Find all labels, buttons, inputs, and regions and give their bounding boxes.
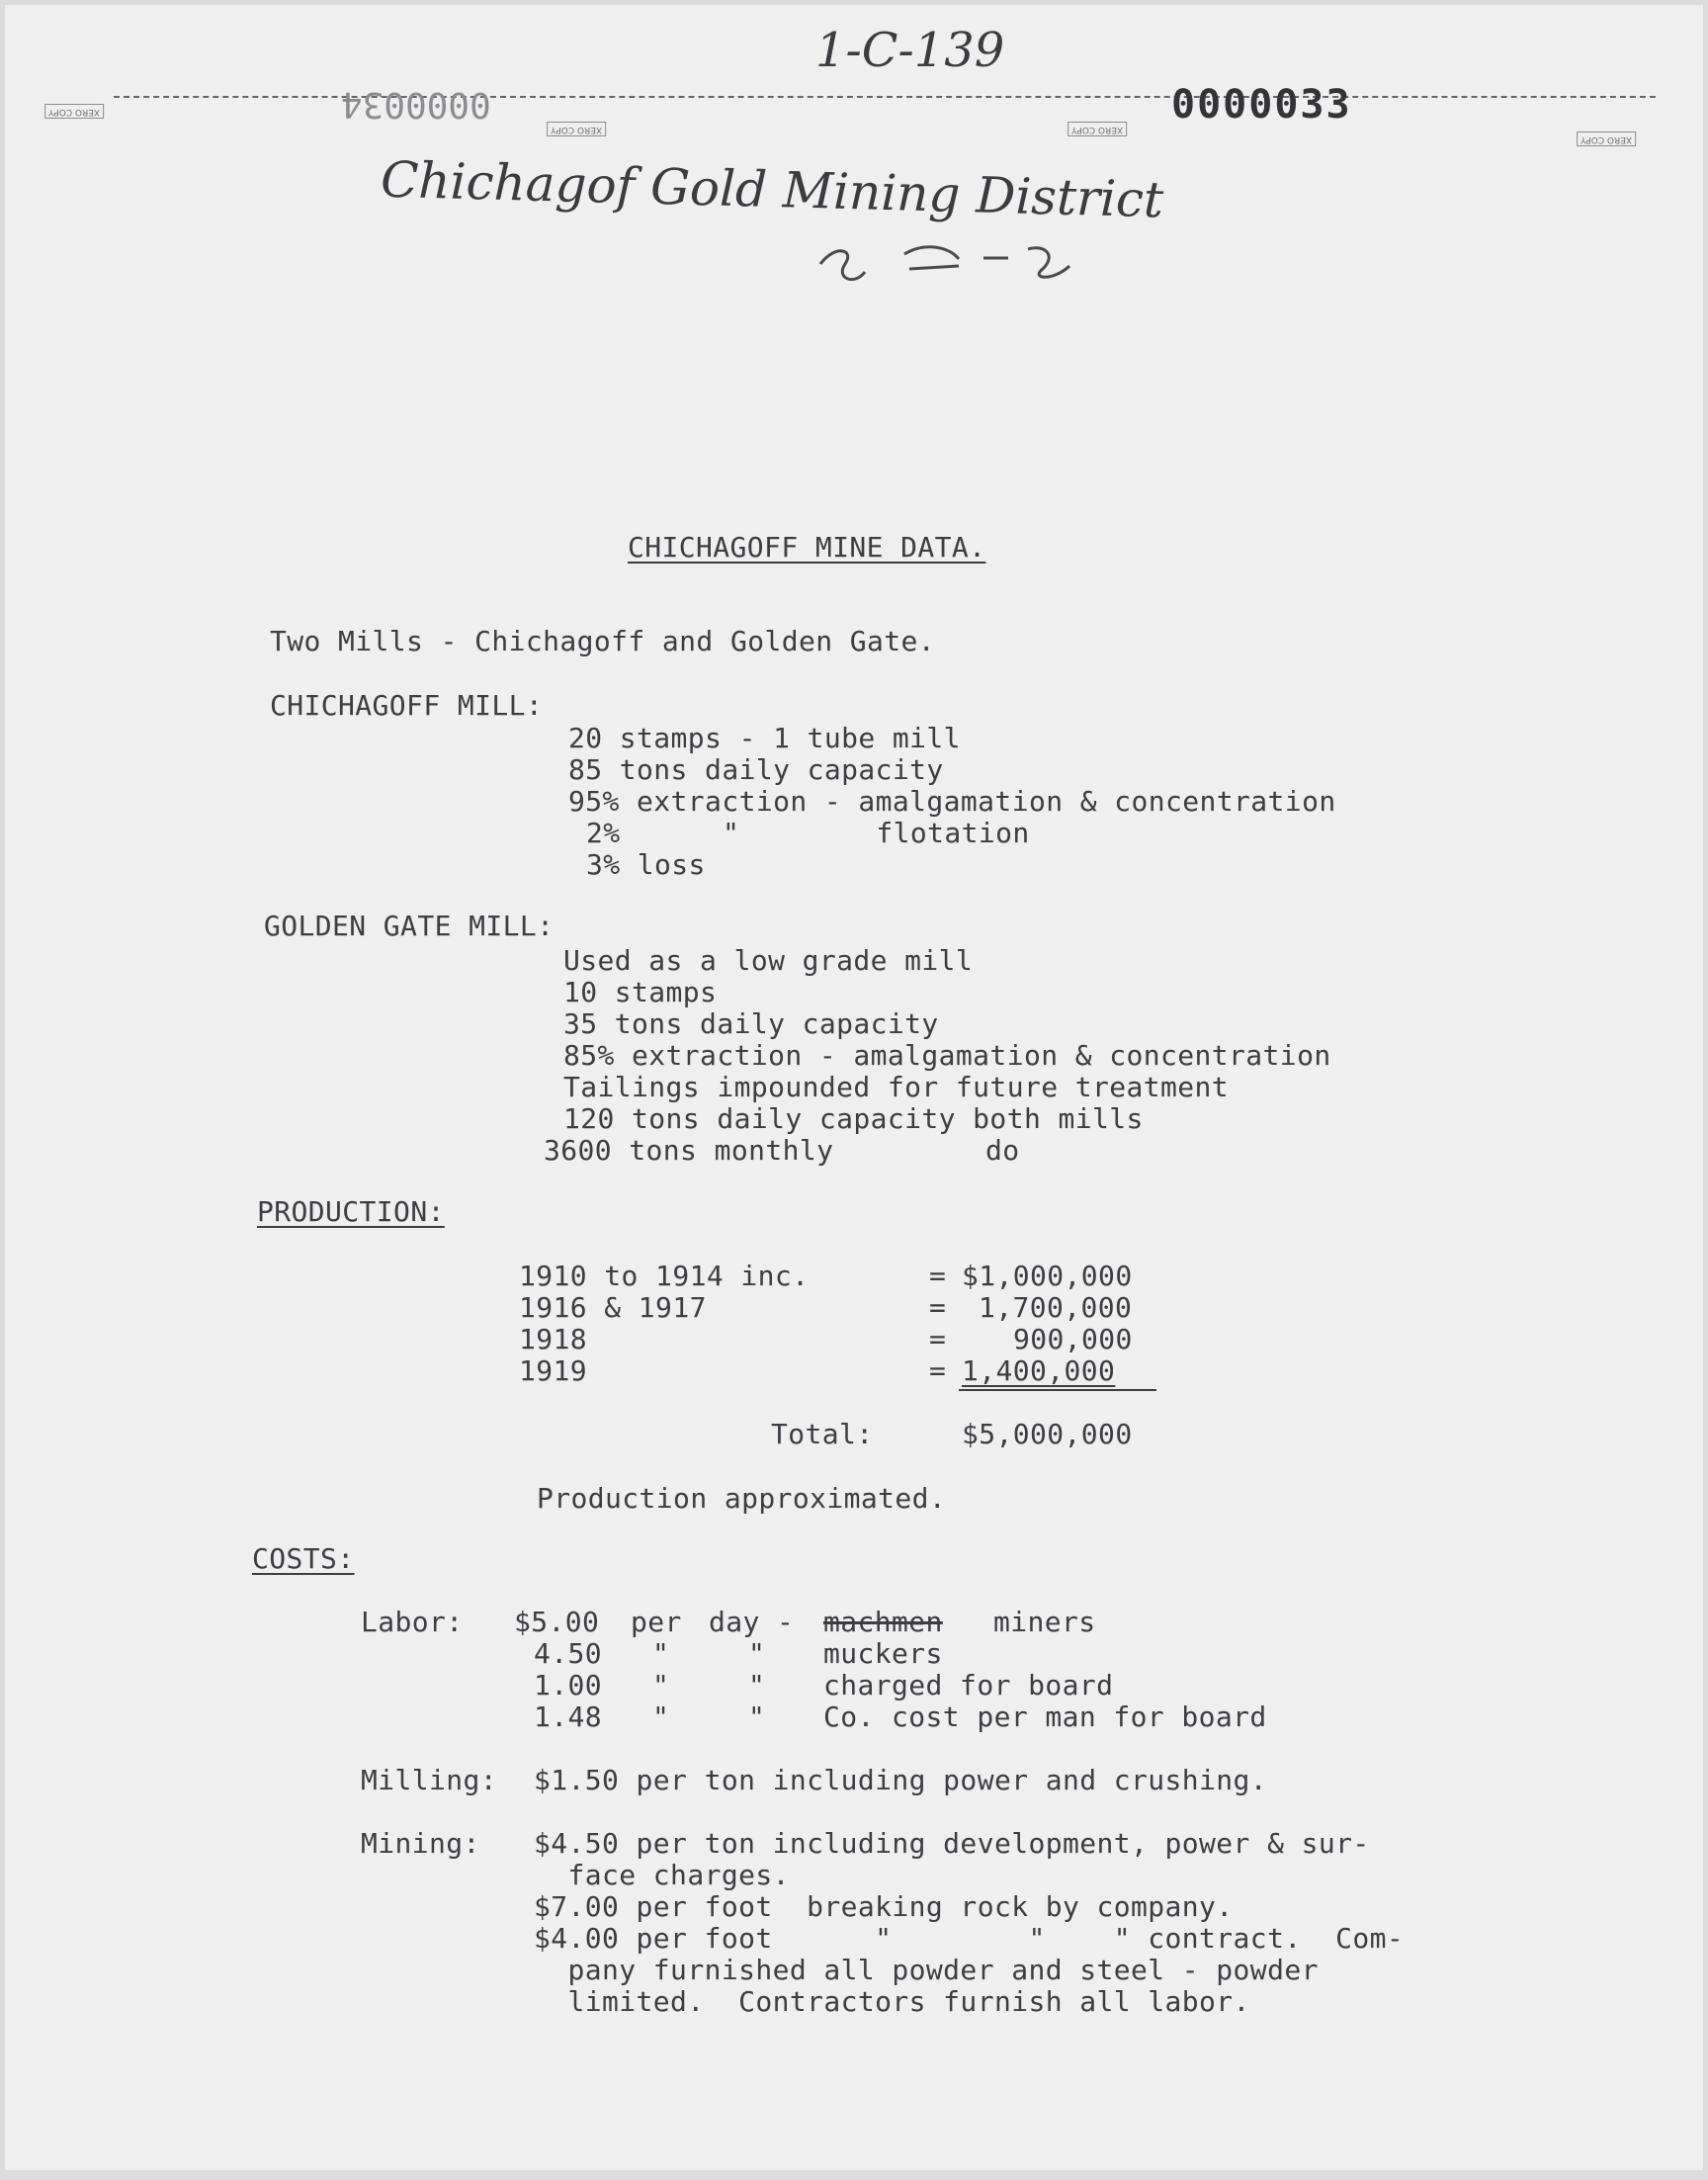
production-row-period-4: 1919 (519, 1354, 588, 1387)
chichagoff-mill-heading: CHICHAGOFF MILL: (270, 689, 544, 722)
labor-ditto1-1: per (631, 1606, 682, 1638)
costs-heading (252, 1542, 355, 1575)
costs-heading-text: COSTS: (252, 1542, 355, 1575)
chichagoff-line-3: 95% extraction - amalgamation & concentration (568, 785, 1336, 818)
production-sum-rule (959, 1389, 1156, 1391)
production-row-eq-1: = (929, 1260, 947, 1292)
golden-gate-mill-heading: GOLDEN GATE MILL: (264, 910, 555, 942)
chichagoff-line-1: 20 stamps - 1 tube mill (568, 722, 961, 754)
production-heading-text: PRODUCTION: (257, 1195, 445, 1228)
mining-line-6: limited. Contractors furnish all labor. (534, 1985, 1250, 2018)
mining-line-1: $4.50 per ton including development, power & sur- (534, 1827, 1370, 1860)
chichagoff-line-2: 85 tons daily capacity (568, 753, 944, 786)
labor-desc-2: muckers (823, 1637, 943, 1670)
scribble-mark (811, 224, 1127, 294)
production-row-amount-4 (962, 1354, 1116, 1387)
mining-label: Mining: (361, 1827, 480, 1860)
production-heading (257, 1195, 445, 1228)
labor-desc-1: miners (993, 1606, 1096, 1638)
labor-desc-4: Co. cost per man for board (823, 1700, 1267, 1733)
golden-gate-monthly: 3600 tons monthly (544, 1134, 834, 1167)
labor-desc-3: charged for board (823, 1669, 1114, 1701)
golden-gate-line-6: 120 tons daily capacity both mills (563, 1102, 1144, 1135)
copy-stamp-4: XERO COPY (1577, 131, 1636, 146)
golden-gate-line-2: 10 stamps (563, 976, 718, 1008)
labor-amount-2: 4.50 (534, 1637, 603, 1670)
chichagoff-line-5: 3% loss (586, 848, 706, 881)
labor-ditto2-2: " (748, 1637, 766, 1670)
milling-label: Milling: (361, 1764, 498, 1796)
production-note: Production approximated. (537, 1482, 947, 1515)
production-row-amount-2: 1,700,000 (979, 1291, 1133, 1324)
production-row-period-2: 1916 & 1917 (519, 1291, 707, 1324)
labor-ditto2-4: " (748, 1700, 766, 1733)
golden-gate-line-3: 35 tons daily capacity (563, 1007, 939, 1040)
production-row-eq-3: = (929, 1323, 947, 1355)
production-total-value: $5,000,000 (962, 1418, 1133, 1450)
labor-ditto1-4: " (652, 1700, 670, 1733)
golden-gate-line-4: 85% extraction - amalgamation & concentration (563, 1039, 1331, 1072)
production-row-amount-4-text: 1,400,000 (962, 1354, 1116, 1387)
golden-gate-line-1: Used as a low grade mill (563, 944, 974, 977)
production-total-label: Total: (771, 1418, 874, 1450)
copy-stamp-3: XERO COPY (1068, 122, 1127, 136)
labor-ditto1-3: " (652, 1669, 670, 1701)
production-row-period-3: 1918 (519, 1323, 588, 1355)
labor-label: Labor: (361, 1606, 464, 1638)
labor-ditto1-2: " (652, 1637, 670, 1670)
intro-line: Two Mills - Chichagoff and Golden Gate. (270, 625, 936, 657)
chichagoff-line-4: 2% " flotation (586, 817, 1030, 849)
golden-gate-monthly-ditto: do (985, 1134, 1020, 1167)
mining-line-4: $4.00 per foot " " " contract. Com- (534, 1922, 1405, 1955)
labor-struck-1: machmen (823, 1606, 943, 1638)
ghost-document-number: 0000034 (341, 84, 491, 125)
title-text: CHICHAGOFF MINE DATA. (628, 531, 986, 564)
mining-line-5: pany furnished all powder and steel - powder (534, 1954, 1319, 1986)
production-row-amount-1: $1,000,000 (962, 1260, 1133, 1292)
labor-amount-1: $5.00 (514, 1606, 600, 1638)
file-number-handwriting: 1-C-139 (815, 23, 1005, 78)
production-row-amount-3: 900,000 (1013, 1323, 1133, 1355)
labor-amount-3: 1.00 (534, 1669, 603, 1701)
milling-text: $1.50 per ton including power and crushing. (534, 1764, 1268, 1796)
document-number: 0000033 (1171, 82, 1352, 128)
mining-line-3: $7.00 per foot breaking rock by company. (534, 1890, 1234, 1923)
labor-ditto2-3: " (748, 1669, 766, 1701)
golden-gate-line-5: Tailings impounded for future treatment (563, 1071, 1230, 1103)
production-row-eq-4: = (929, 1354, 947, 1387)
document-page (5, 5, 1703, 2170)
labor-ditto2-1: day - (709, 1606, 795, 1638)
production-row-eq-2: = (929, 1291, 947, 1324)
copy-stamp-2: XERO COPY (547, 122, 606, 136)
labor-amount-4: 1.48 (534, 1700, 603, 1733)
production-row-period-1: 1910 to 1914 inc. (519, 1260, 810, 1292)
document-title (628, 531, 986, 564)
copy-stamp-1: XERO COPY (44, 104, 104, 119)
mining-line-2: face charges. (534, 1859, 790, 1891)
district-handwriting: Chichagof Gold Mining District (380, 150, 1164, 229)
